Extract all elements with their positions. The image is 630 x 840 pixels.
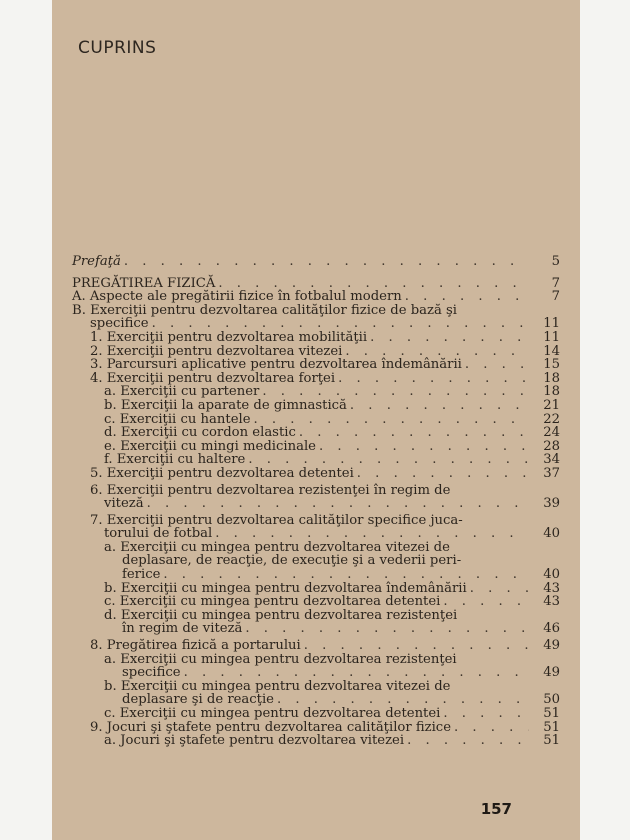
toc-entry-title: b. Exerciţii cu mingea pentru dezvoltarea vitezei de (104, 678, 451, 694)
toc-entry-title: în regim de viteză (122, 621, 243, 637)
toc-entry (72, 467, 560, 481)
toc-entry (72, 331, 560, 345)
toc-entry-title: 9. Jocuri şi ştafete pentru dezvoltarea calităţilor fizice (90, 719, 452, 735)
toc-leader-dots (357, 467, 529, 481)
toc-entry (72, 666, 560, 680)
toc-entry-title: a. Exerciţii cu mingea pentru dezvoltarea rezistenţei (104, 651, 457, 667)
toc-leader-dots (407, 734, 529, 748)
toc-entry (72, 595, 560, 609)
toc-entry (72, 385, 560, 399)
toc-entry-page: 51 (543, 719, 560, 735)
toc-leader-dots (304, 639, 529, 653)
toc-entry (72, 653, 560, 667)
toc-entry (72, 345, 560, 359)
toc-leader-dots (350, 399, 529, 413)
toc-leader-dots (184, 666, 529, 680)
toc-entry-title: 1. Exerciţii pentru dezvoltarea mobilităţii (90, 329, 368, 345)
toc-entry (72, 693, 560, 707)
toc-entry-page: 51 (543, 706, 560, 721)
toc-entry (72, 721, 560, 735)
toc-entry-title: 7. Exerciţii pentru dezvoltarea calităţilor specifice juca- (90, 512, 463, 528)
toc-entry (72, 609, 560, 623)
toc-leader-dots (319, 440, 529, 454)
toc-leader-dots (470, 582, 529, 596)
toc-entry-title: 2. Exerciţii pentru dezvoltarea vitezei (90, 343, 343, 359)
toc-entry-title: b. Exerciţii la aparate de gimnastică (104, 397, 347, 413)
toc-entry-page: 37 (543, 465, 560, 481)
toc-entry-page: 51 (543, 733, 560, 749)
toc-entry-page: 22 (543, 411, 560, 427)
toc-entry-page: 40 (543, 526, 560, 542)
toc-entry (72, 734, 560, 748)
toc-entry-title: deplasare şi de reacţie (122, 692, 274, 708)
toc-entry-page: 7 (551, 289, 560, 305)
toc-leader-dots (254, 413, 529, 427)
toc-entry-page: 7 (551, 275, 560, 291)
page-heading: CUPRINS (78, 38, 157, 58)
toc-entry (72, 440, 560, 454)
toc-entry-page: 49 (543, 665, 560, 681)
toc-entry-page: 49 (543, 638, 560, 654)
toc-entry (72, 497, 560, 511)
toc-entry (72, 255, 560, 269)
toc-entry (72, 527, 560, 541)
toc-leader-dots (152, 317, 529, 331)
toc-entry-page: 5 (551, 254, 560, 269)
toc-leader-dots (299, 426, 529, 440)
toc-entry-title: specifice (122, 665, 181, 681)
toc-entry (72, 582, 560, 596)
toc-entry (72, 372, 560, 386)
toc-entry-title: specifice (90, 316, 149, 332)
toc-entry-page: 46 (543, 621, 560, 637)
toc-entry-title: PREGĂTIREA FIZICĂ (72, 275, 216, 291)
toc-entry (72, 622, 560, 636)
toc-entry-page: 11 (543, 329, 560, 345)
toc-entry-page: 14 (543, 343, 560, 359)
toc-entry (72, 707, 560, 721)
toc-entry-title: 5. Exerciţii pentru dezvoltarea detentei (90, 465, 354, 481)
toc-entry (72, 541, 560, 555)
toc-entry-title: b. Exerciţii cu mingea pentru dezvoltarea îndemânării (104, 580, 467, 596)
toc-entry (72, 453, 560, 467)
toc-entry-title: 6. Exerciţii pentru dezvoltarea rezistenţei în regim de (90, 482, 451, 498)
toc-entry-title: c. Exerciţii cu mingea pentru dezvoltarea detentei (104, 706, 441, 721)
toc-leader-dots (370, 331, 529, 345)
toc-entry-page: 34 (543, 452, 560, 468)
toc-leader-dots (338, 372, 529, 386)
toc-entry (72, 358, 560, 372)
toc-entry (72, 413, 560, 427)
toc-entry (72, 290, 560, 304)
toc-entry-title: a. Exerciţii cu partener (104, 384, 260, 400)
toc-leader-dots (405, 290, 529, 304)
toc-entry-title: 4. Exerciţii pentru dezvoltarea forţei (90, 370, 336, 386)
toc-entry (72, 554, 560, 568)
toc-entry-title: viteză (104, 496, 144, 512)
toc-entry-page: 24 (543, 425, 560, 441)
toc-entry-title: c. Exerciţii cu mingea pentru dezvoltarea detentei (104, 594, 441, 610)
toc-leader-dots (277, 693, 529, 707)
page-number: 157 (480, 800, 512, 818)
toc-entry-page: 40 (543, 567, 560, 583)
toc-entry-title: torului de fotbal (104, 526, 213, 542)
toc-leader-dots (147, 497, 529, 511)
toc-entry (72, 304, 560, 318)
toc-entry (72, 277, 560, 291)
toc-entry-title: a. Exerciţii cu mingea pentru dezvoltarea vitezei de (104, 539, 450, 555)
toc-entry-title: f. Exerciţii cu haltere (104, 452, 246, 468)
toc-leader-dots (443, 595, 529, 609)
toc-entry-title: ferice (122, 567, 161, 583)
toc-entry-title: A. Aspecte ale pregătirii fizice în fotbalul modern (72, 289, 402, 305)
toc-entry-title: e. Exerciţii cu mingi medicinale (104, 438, 316, 454)
toc-entry-title: deplasare, de reacţie, de execuţie şi a vederii peri- (122, 553, 462, 569)
toc-entry-page: 21 (543, 397, 560, 413)
toc-entry-page: 28 (543, 438, 560, 454)
toc-entry-title: c. Exerciţii cu hantele (104, 411, 251, 427)
toc-entry-title: d. Exerciţii cu cordon elastic (104, 425, 296, 441)
toc-leader-dots (245, 622, 529, 636)
table-of-contents (72, 255, 560, 748)
toc-leader-dots (454, 721, 529, 735)
toc-entry (72, 680, 560, 694)
toc-entry (72, 639, 560, 653)
toc-entry-page: 11 (543, 316, 560, 332)
toc-leader-dots (345, 345, 529, 359)
toc-entry-page: 43 (543, 594, 560, 610)
toc-entry-title: 8. Pregătirea fizică a portarului (90, 638, 301, 654)
toc-entry-page: 50 (543, 692, 560, 708)
toc-entry-page: 39 (543, 496, 560, 512)
toc-entry (72, 568, 560, 582)
toc-leader-dots (443, 707, 529, 721)
toc-leader-dots (465, 358, 529, 372)
toc-leader-dots (218, 277, 529, 291)
toc-entry-page: 15 (543, 357, 560, 373)
toc-leader-dots (248, 453, 529, 467)
toc-entry (72, 484, 560, 498)
toc-entry (72, 514, 560, 528)
toc-entry-page: 18 (543, 384, 560, 400)
toc-entry (72, 426, 560, 440)
book-page (52, 0, 580, 840)
toc-entry-title: Prefaţă (72, 254, 121, 269)
toc-leader-dots (124, 255, 529, 269)
toc-leader-dots (262, 385, 529, 399)
toc-entry-title: a. Jocuri şi ştafete pentru dezvoltarea vitezei (104, 733, 405, 749)
toc-entry-title: d. Exerciţii cu mingea pentru dezvoltarea rezistenţei (104, 607, 458, 623)
toc-entry (72, 399, 560, 413)
toc-entry-page: 18 (543, 370, 560, 386)
toc-entry-title: B. Exerciţii pentru dezvoltarea calităţilor fizice de bază şi (72, 302, 458, 318)
toc-entry-title: 3. Parcursuri aplicative pentru dezvoltarea îndemânării (90, 357, 462, 373)
toc-entry (72, 317, 560, 331)
toc-entry-page: 43 (543, 580, 560, 596)
toc-leader-dots (163, 568, 529, 582)
toc-leader-dots (215, 527, 529, 541)
